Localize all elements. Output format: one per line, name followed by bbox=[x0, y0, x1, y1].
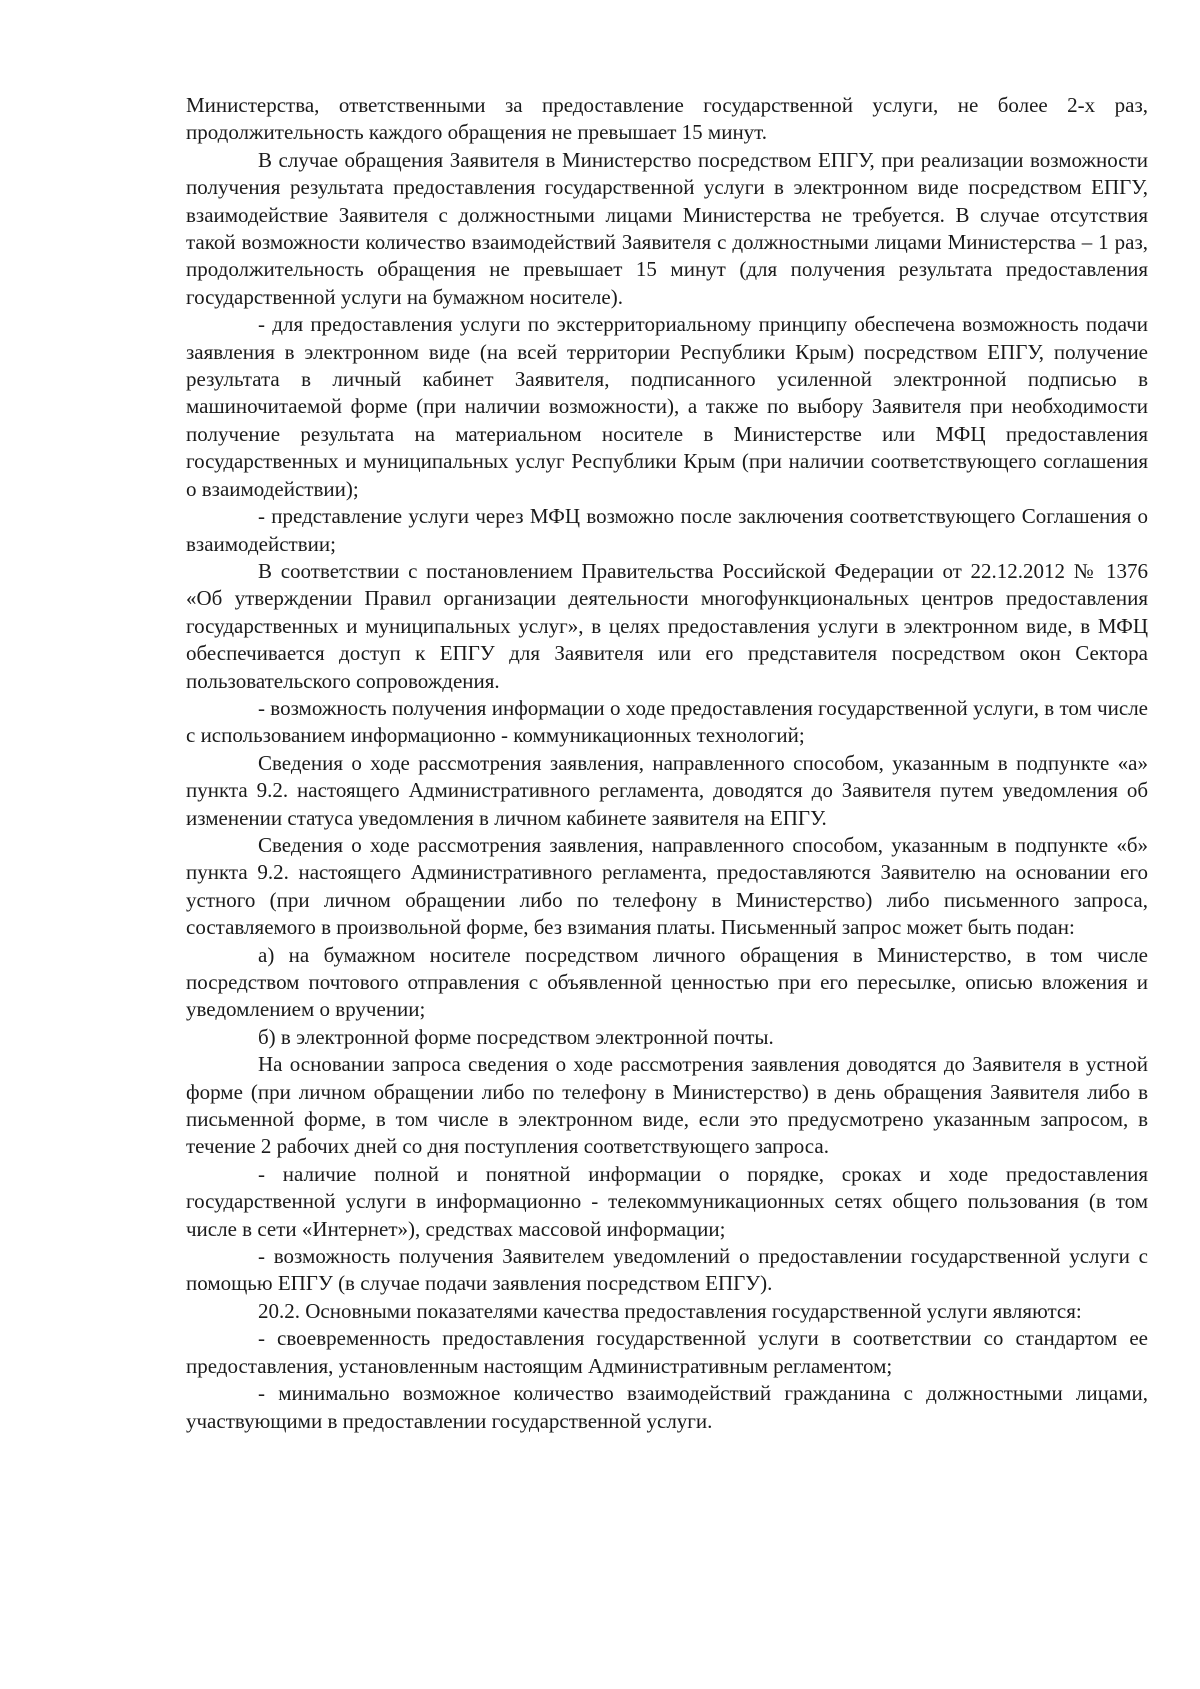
paragraph-11: На основании запроса сведения о ходе рассмотрения заявления доводятся до Заявителя в устной форме (при личном обращении либо по телефону в Министерство) в день обращения Заявителя либо в письменной форме, в том числе в электронном виде, если это предусмотрено указанным запросом, в течение 2 рабочих дней со дня поступления соответствующего запроса. bbox=[186, 1052, 1148, 1159]
paragraph-8: Сведения о ходе рассмотрения заявления, направленного способом, указанным в подпункте «б» пункта 9.2. настоящего Административного регламента, предоставляются Заявителю на основании его устного (при личном обращении либо по телефону в Министерство) либо письменного запроса, составляемого в произвольной форме, без взимания платы. Письменный запрос может быть подан: bbox=[186, 832, 1148, 940]
paragraph-6: - возможность получения информации о ходе предоставления государственной услуги, в том числе с использованием информационно - коммуникационных технологий; bbox=[186, 695, 1148, 748]
document-page bbox=[186, 92, 1148, 1435]
paragraph-12: - наличие полной и понятной информации о порядке, сроках и ходе предоставления государственной услуги в информационно - телекоммуникационных сетях общего пользования (в том числе в сети «Интернет»), средствах массовой информации; bbox=[186, 1161, 1148, 1241]
paragraph-16: - минимально возможное количество взаимодействий гражданина с должностными лицами, участвующими в предоставлении государственной услуги. bbox=[186, 1381, 1148, 1433]
paragraph-2: В случае обращения Заявителя в Министерство посредством ЕПГУ, при реализации возможности получения результата предоставления государственной услуги в электронном виде посредством ЕПГУ, взаимодействие Заявителя с должностными лицами Министерства не требуется. В случае отсутствия такой возможности количество взаимодействий Заявителя с должностными лицами Министерства – 1 раз, продолжительность обращения не превышает 15 минут (для получения результата предоставления государственной услуги на бумажном носителе). bbox=[186, 147, 1148, 309]
paragraph-4: - представление услуги через МФЦ возможно после заключения соответствующего Соглашения о взаимодействии; bbox=[186, 504, 1148, 556]
paragraph-15: - своевременность предоставления государственной услуги в соответствии со стандартом ее предоставления, установленным настоящим Административным регламентом; bbox=[186, 1326, 1148, 1378]
paragraph-14: 20.2. Основными показателями качества предоставления государственной услуги являются: bbox=[258, 1298, 1082, 1323]
paragraph-1: Министерства, ответственными за предоставление государственной услуги, не более 2-х раз, продолжительность каждого обращения не превышает 15 минут. bbox=[186, 93, 1148, 145]
paragraph-10: б) в электронной форме посредством электронной почты. bbox=[258, 1024, 774, 1049]
paragraph-5: В соответствии с постановлением Правительства Российской Федерации от 22.12.2012 № 1376 «Об утверждении Правил организации деятельности многофункциональных центров предоставления государственных и муниципальных услуг», в целях предоставления услуги в электронном виде, в МФЦ обеспечивается доступ к ЕПГУ для Заявителя или его представителя посредством окон Сектора пользовательского сопровождения. bbox=[186, 558, 1148, 693]
paragraph-3: - для предоставления услуги по экстерриториальному принципу обеспечена возможность подачи заявления в электронном виде (на всей территории Республики Крым) посредством ЕПГУ, получение результата в личный кабинет Заявителя, подписанного усиленной электронной подписью в машиночитаемой форме (при наличии возможности), а также по выбору Заявителя при необходимости получение результата на материальном носителе в Министерстве или МФЦ предоставления государственных и муниципальных услуг Республики Крым (при наличии соответствующего соглашения о взаимодействии); bbox=[186, 312, 1148, 501]
paragraph-9: а) на бумажном носителе посредством личного обращения в Министерство, в том числе посредством почтового отправления с объявленной ценностью при его пересылке, описью вложения и уведомлением о вручении; bbox=[186, 942, 1148, 1022]
paragraph-13: - возможность получения Заявителем уведомлений о предоставлении государственной услуги с помощью ЕПГУ (в случае подачи заявления посредством ЕПГУ). bbox=[186, 1244, 1148, 1296]
paragraph-7: Сведения о ходе рассмотрения заявления, направленного способом, указанным в подпункте «а» пункта 9.2. настоящего Административного регламента, доводятся до Заявителя путем уведомления об изменении статуса уведомления в личном кабинете заявителя на ЕПГУ. bbox=[186, 750, 1148, 830]
